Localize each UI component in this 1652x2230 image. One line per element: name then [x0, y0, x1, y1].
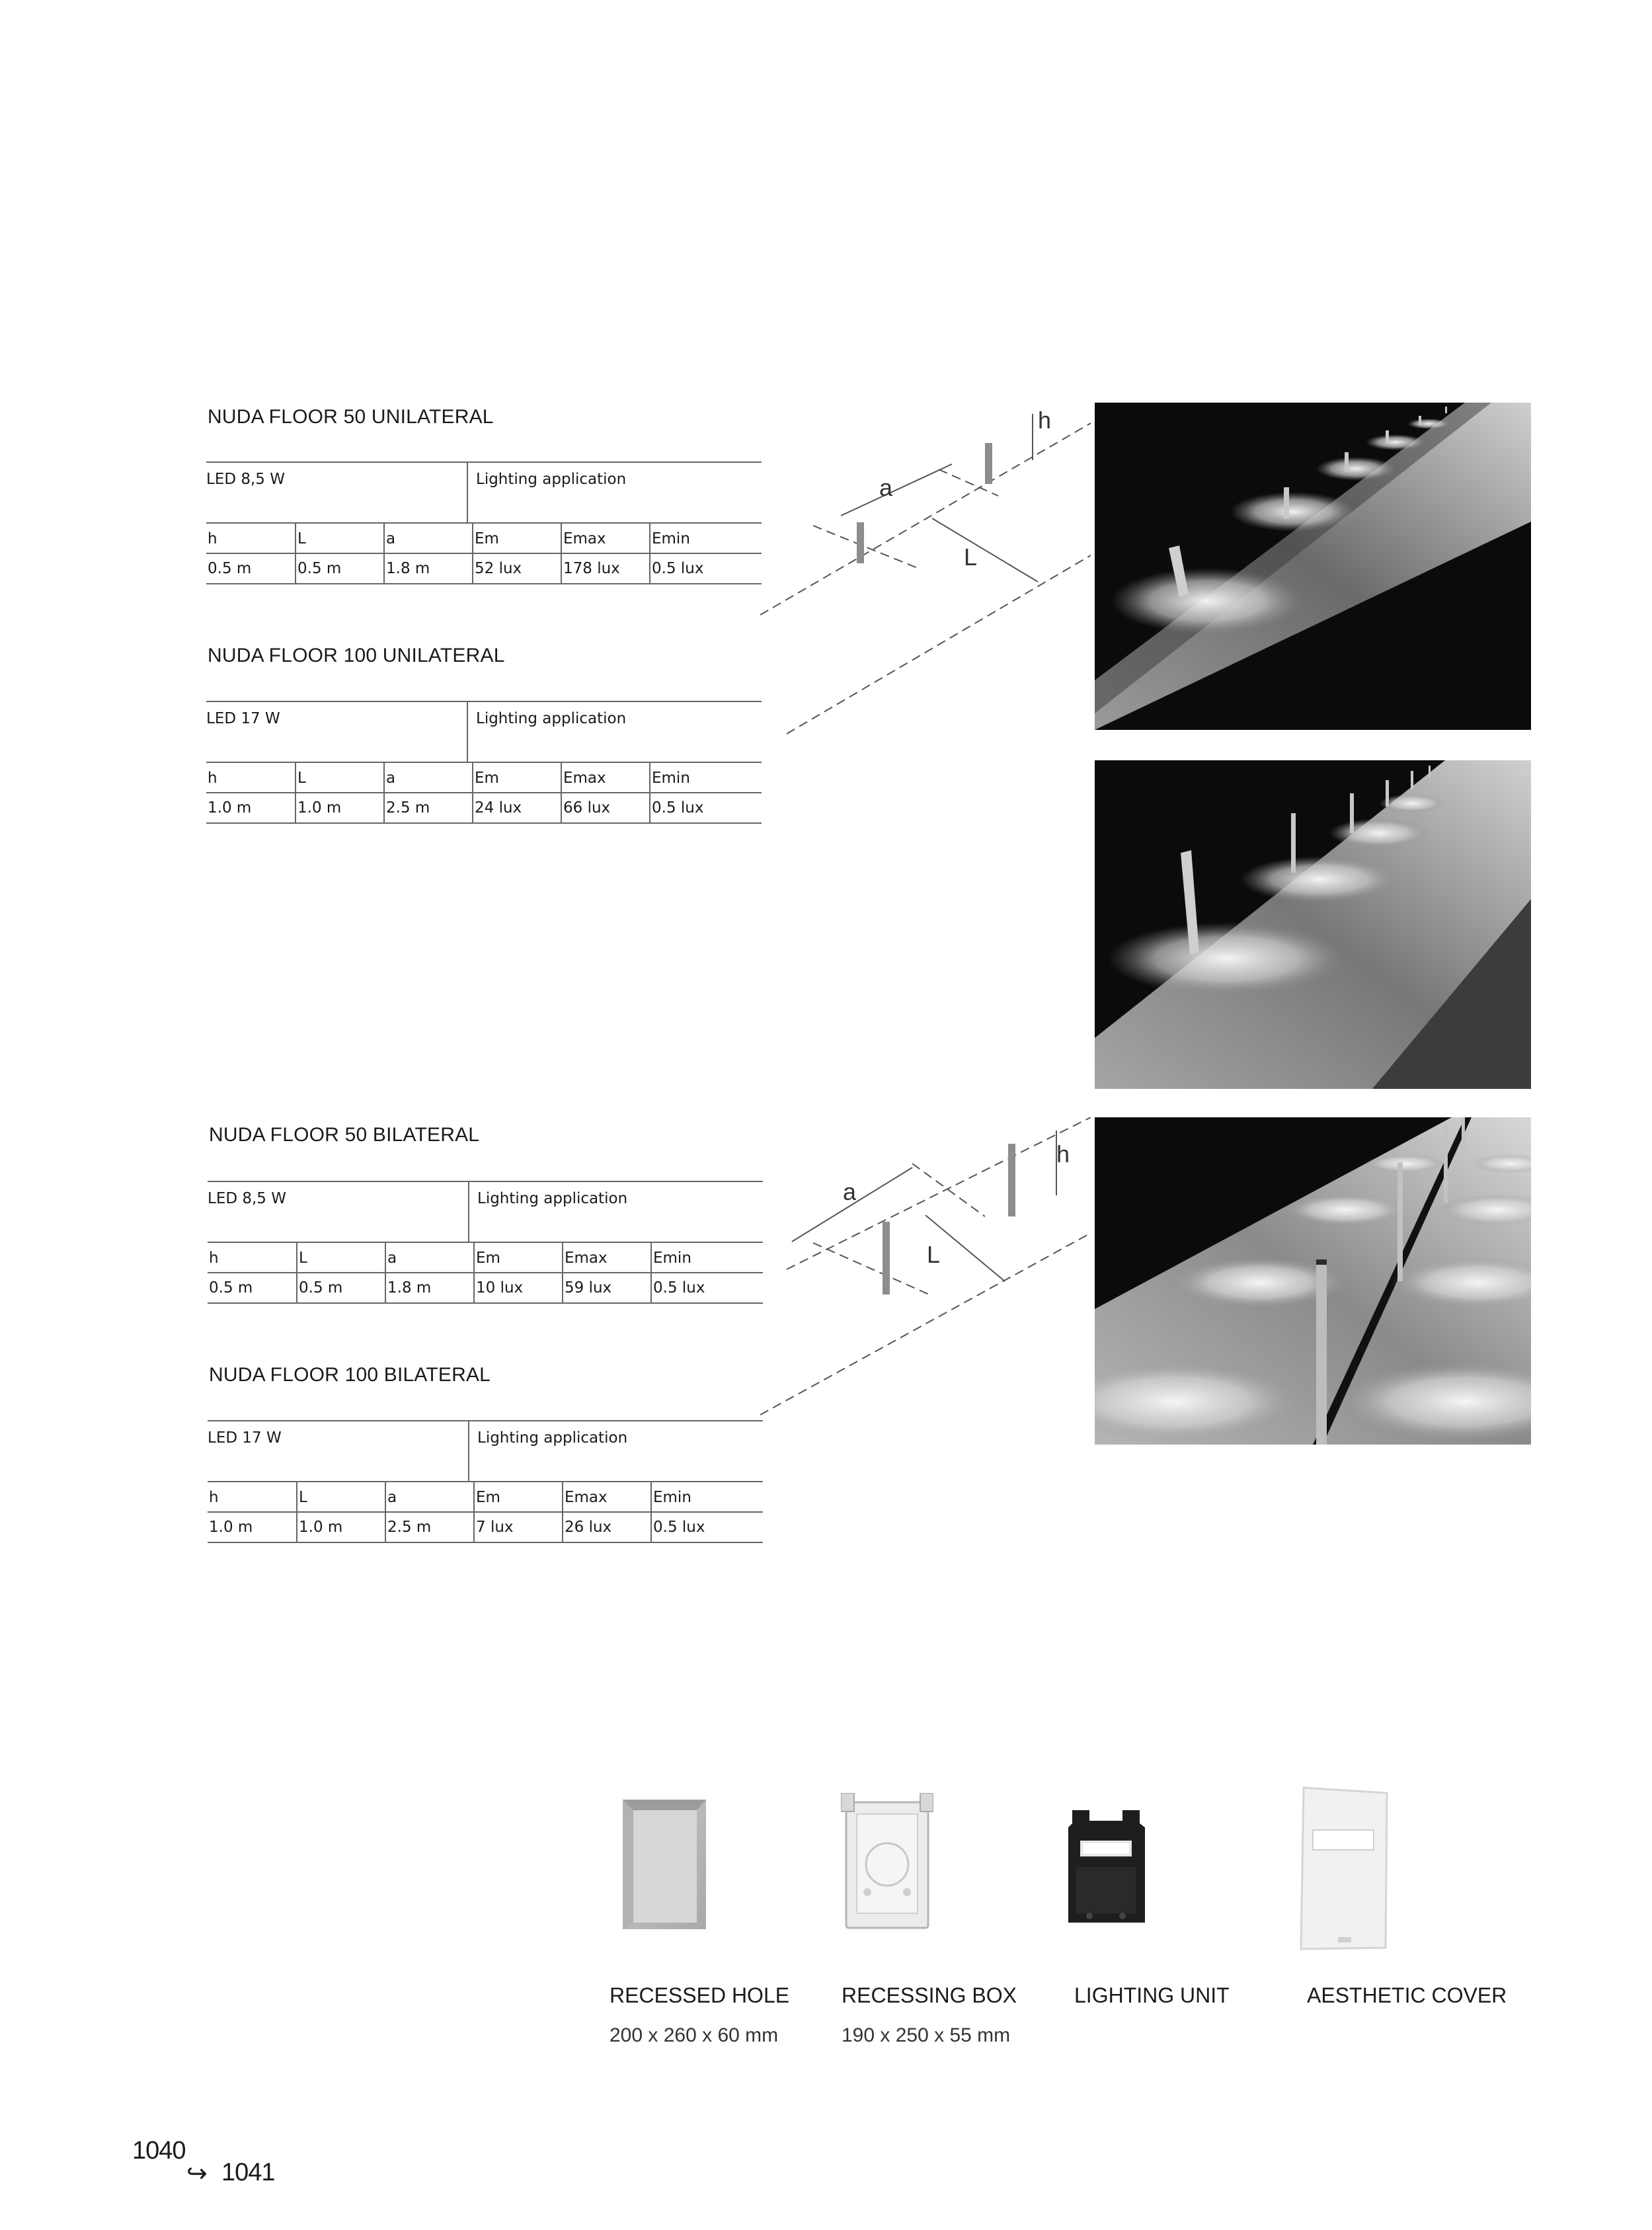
- header-emin: Emin: [649, 524, 762, 553]
- header-em: Em: [472, 524, 561, 553]
- value-emin: 0.5 lux: [650, 1513, 763, 1542]
- header-L: L: [296, 1482, 385, 1511]
- header-h: h: [209, 1489, 219, 1506]
- header-em: Em: [473, 1243, 562, 1272]
- dim-label-a: a: [879, 474, 893, 501]
- value-emax: 66 lux: [561, 793, 649, 822]
- power-label: LED 8,5 W: [208, 1190, 286, 1207]
- header-emax: Emax: [561, 763, 649, 792]
- render-unilateral-50: [1095, 403, 1531, 730]
- header-a: a: [383, 524, 472, 553]
- product-dims-recessing-box: 190 x 250 x 55 mm: [842, 2024, 1011, 2046]
- power-label: LED 8,5 W: [206, 471, 285, 488]
- section-title-bilateral-50: NUDA FLOOR 50 BILATERAL: [209, 1124, 480, 1146]
- bollard-back: [1008, 1144, 1015, 1216]
- section-title-unilateral-50: NUDA FLOOR 50 UNILATERAL: [208, 406, 494, 428]
- page-number-next[interactable]: 1041: [221, 2159, 275, 2186]
- value-L: 1.0 m: [295, 793, 383, 822]
- spec-table-unilateral-50: [206, 461, 762, 584]
- header-h: h: [209, 1250, 219, 1267]
- value-emin: 0.5 lux: [649, 793, 762, 822]
- section-title-unilateral-100: NUDA FLOOR 100 UNILATERAL: [208, 645, 505, 666]
- application-label: Lighting application: [476, 710, 627, 727]
- power-label: LED 17 W: [208, 1429, 282, 1447]
- value-em: 7 lux: [473, 1513, 562, 1542]
- dim-label-L: L: [927, 1241, 941, 1268]
- value-em: 10 lux: [473, 1273, 562, 1302]
- value-em: 52 lux: [472, 554, 561, 583]
- spec-table-bilateral-100: [208, 1420, 763, 1543]
- header-a: a: [385, 1243, 473, 1272]
- value-a: 2.5 m: [383, 793, 472, 822]
- recessing-box-image: [841, 1793, 933, 1933]
- bollard-back: [985, 443, 992, 484]
- dim-label-h: h: [1038, 407, 1052, 434]
- value-h: 1.0 m: [208, 799, 252, 816]
- page-number-current: 1040: [132, 2137, 186, 2165]
- bollard-front: [857, 522, 864, 563]
- section-title-bilateral-100: NUDA FLOOR 100 BILATERAL: [209, 1364, 491, 1386]
- value-emax: 59 lux: [562, 1273, 650, 1302]
- header-emax: Emax: [562, 1243, 650, 1272]
- value-h: 0.5 m: [208, 560, 252, 577]
- value-a: 1.8 m: [383, 554, 472, 583]
- dim-label-a: a: [843, 1178, 857, 1205]
- render-unilateral-100: [1095, 760, 1531, 1089]
- product-label-lighting-unit: LIGHTING UNIT: [1074, 1983, 1230, 2007]
- aesthetic-cover-image: [1297, 1786, 1390, 1952]
- header-em: Em: [472, 763, 561, 792]
- header-emin: Emin: [650, 1482, 763, 1511]
- render-bilateral-50: [1095, 1117, 1531, 1445]
- spec-table-unilateral-100: [206, 701, 762, 824]
- value-emax: 178 lux: [561, 554, 649, 583]
- product-label-recessed-hole: RECESSED HOLE: [610, 1983, 790, 2007]
- value-emin: 0.5 lux: [650, 1273, 763, 1302]
- bollard-front: [883, 1222, 890, 1294]
- header-a: a: [385, 1482, 473, 1511]
- header-emin: Emin: [650, 1243, 763, 1272]
- header-L: L: [295, 524, 383, 553]
- header-h: h: [208, 770, 217, 787]
- header-L: L: [295, 763, 383, 792]
- value-L: 0.5 m: [296, 1273, 385, 1302]
- value-L: 0.5 m: [295, 554, 383, 583]
- value-L: 1.0 m: [296, 1513, 385, 1542]
- application-label: Lighting application: [476, 471, 627, 488]
- dim-label-L: L: [964, 543, 978, 571]
- lighting-unit-image: [1063, 1804, 1149, 1929]
- header-a: a: [383, 763, 472, 792]
- product-label-aesthetic-cover: AESTHETIC COVER: [1307, 1983, 1507, 2007]
- dim-label-h: h: [1056, 1140, 1070, 1168]
- recessed-hole-image: [621, 1798, 707, 1931]
- value-emin: 0.5 lux: [649, 554, 762, 583]
- header-em: Em: [473, 1482, 562, 1511]
- value-h: 1.0 m: [209, 1519, 253, 1536]
- application-label: Lighting application: [477, 1429, 628, 1447]
- header-h: h: [208, 530, 217, 547]
- value-a: 1.8 m: [385, 1273, 473, 1302]
- header-L: L: [296, 1243, 385, 1272]
- unilateral-layout-diagram: [760, 397, 1104, 740]
- header-emax: Emax: [562, 1482, 650, 1511]
- header-emin: Emin: [649, 763, 762, 792]
- value-h: 0.5 m: [209, 1279, 253, 1296]
- value-em: 24 lux: [472, 793, 561, 822]
- value-emax: 26 lux: [562, 1513, 650, 1542]
- value-a: 2.5 m: [385, 1513, 473, 1542]
- product-dims-recessed-hole: 200 x 260 x 60 mm: [610, 2024, 779, 2046]
- spec-table-bilateral-50: [208, 1181, 763, 1304]
- page-arrow-icon: ↪: [186, 2160, 207, 2188]
- power-label: LED 17 W: [206, 710, 280, 727]
- product-label-recessing-box: RECESSING BOX: [842, 1983, 1017, 2007]
- bilateral-layout-diagram: [760, 1117, 1104, 1428]
- header-emax: Emax: [561, 524, 649, 553]
- application-label: Lighting application: [477, 1190, 628, 1207]
